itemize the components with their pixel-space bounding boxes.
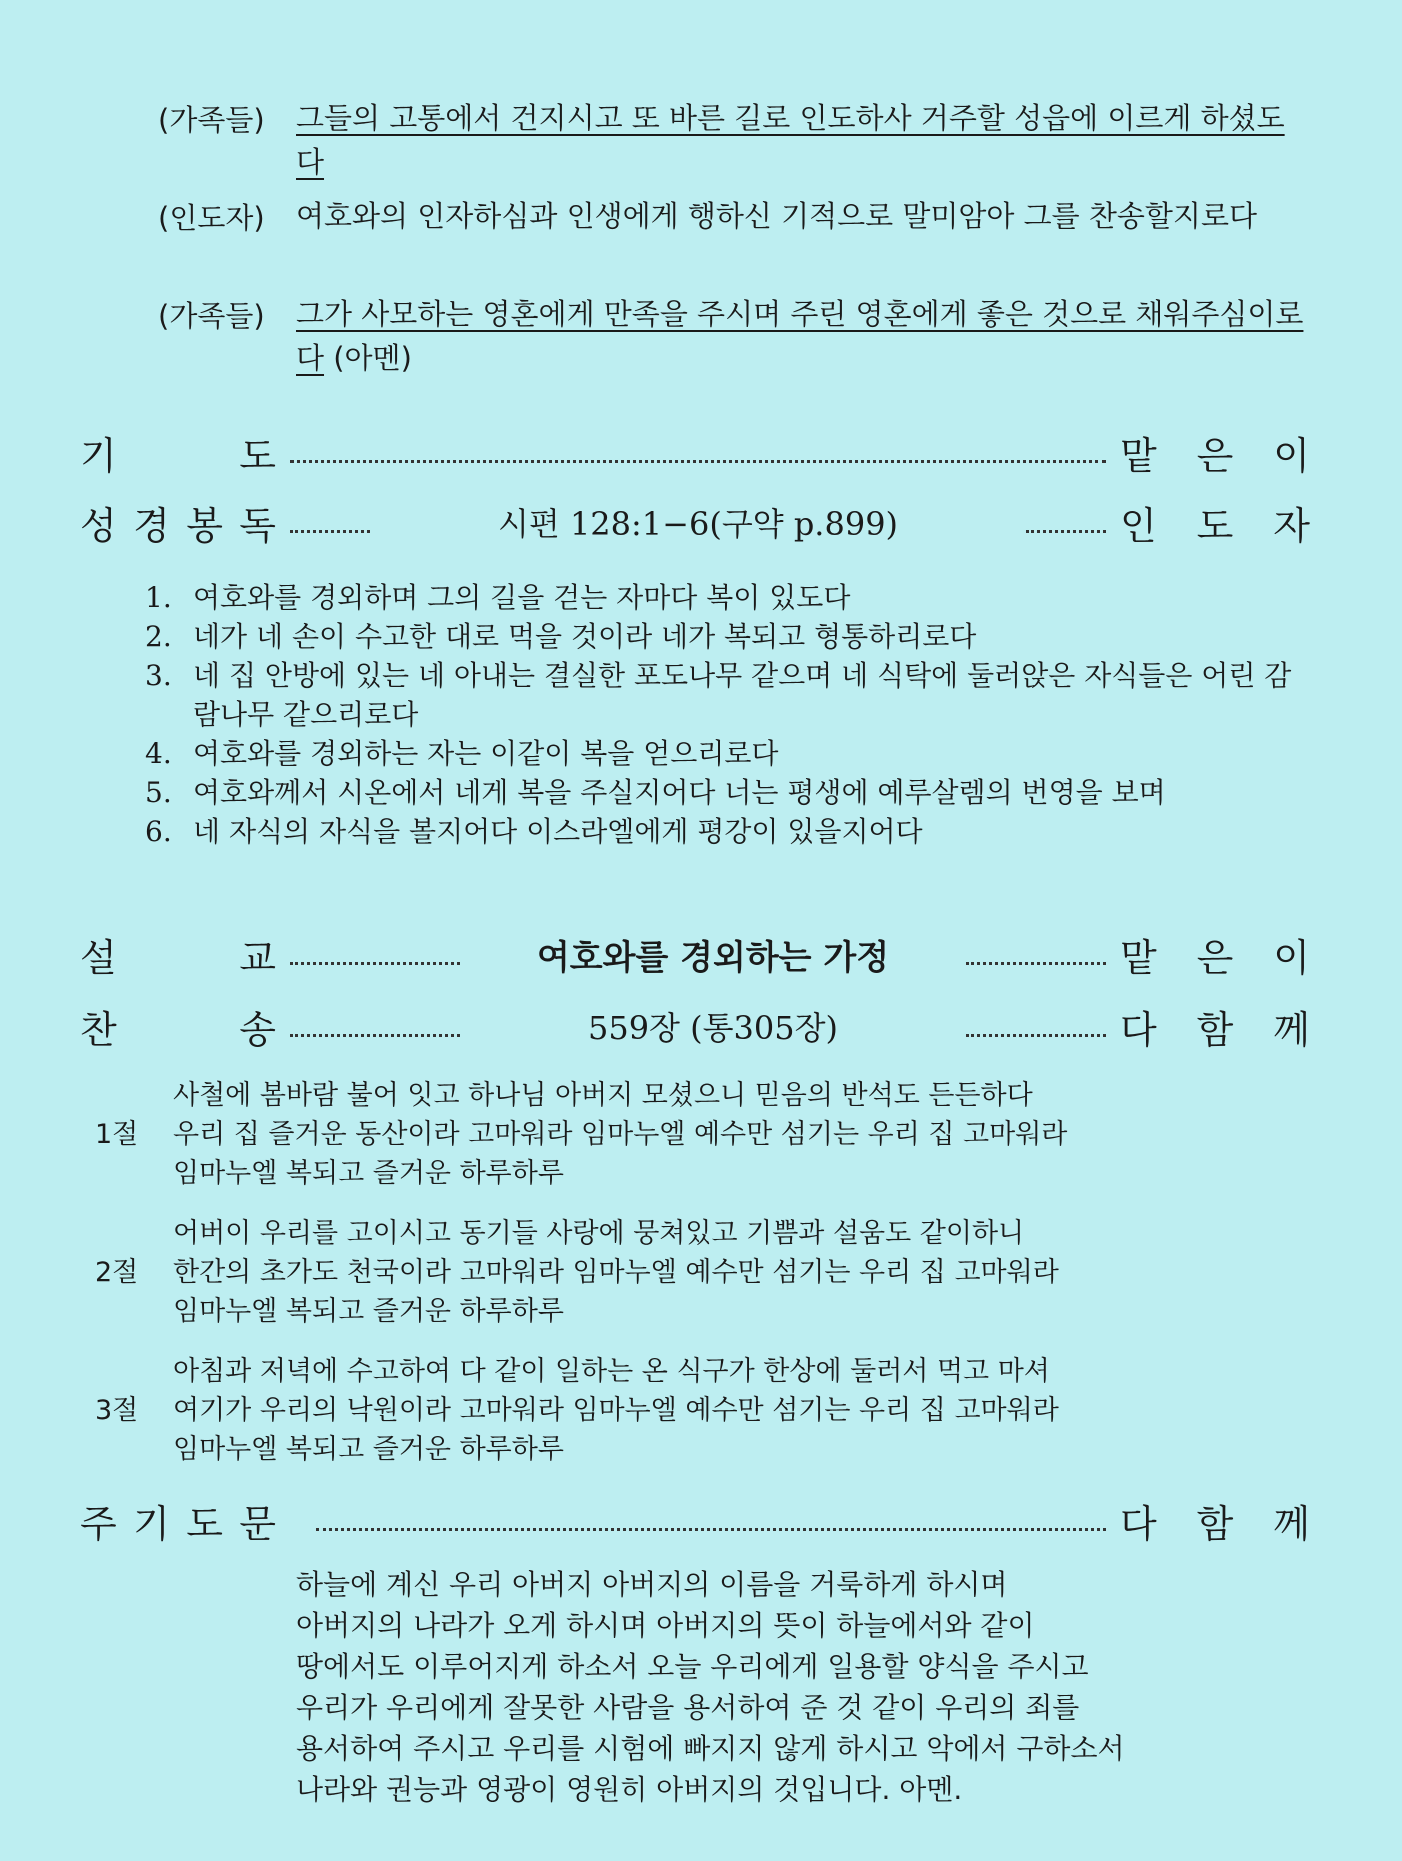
lords-prayer-responder: 다 함 께	[1120, 1501, 1310, 1546]
verse-item: 3. 네 집 안방에 있는 네 아내는 결실한 포도나무 같으며 네 식탁에 둘러앉은 자식들은 어린 감람나무 같으리로다	[145, 659, 1292, 731]
leader-dots	[1026, 530, 1106, 533]
hymn-stanza	[95, 1076, 1310, 1193]
stanza-line: 우리 집 즐거운 동산이라 고마워라 임마누엘 예수만 섬기는 우리 집 고마워라	[173, 1119, 1068, 1150]
lords-prayer-text	[296, 1564, 1125, 1810]
scripture-responder: 인 도 자	[1120, 503, 1310, 548]
leader-dots	[966, 962, 1106, 965]
prayer-responder: 맡 은 이	[1120, 433, 1310, 478]
lords-prayer-label: 주 기 도 문	[80, 1501, 276, 1546]
leader-reading: 여호와의 인자하심과 인생에게 행하신 기적으로 말미암아 그를 찬송할지로다	[296, 199, 1257, 233]
responsive-text	[296, 96, 1312, 184]
stanza-line: 임마누엘 복되고 즐거운 하루하루	[173, 1434, 564, 1465]
responsive-role: (가족들)	[158, 103, 265, 137]
responsive-text	[296, 292, 1312, 380]
stanza-line: 사철에 봄바람 불어 잇고 하나님 아버지 모셨으니 믿음의 반석도 든든하다	[173, 1080, 1033, 1111]
scripture-verses	[145, 578, 1305, 851]
hymn-stanza	[95, 1352, 1310, 1469]
sermon-row	[80, 928, 1310, 980]
stanza-number: 2절	[95, 1257, 139, 1288]
leader-dots	[290, 460, 1106, 463]
stanza-line: 임마누엘 복되고 즐거운 하루하루	[173, 1296, 564, 1327]
leader-dots	[966, 1034, 1106, 1037]
sermon-responder: 맡 은 이	[1120, 935, 1310, 980]
verse-item: 4. 여호와를 경외하는 자는 이같이 복을 얻으리로다	[145, 737, 779, 770]
stanza-line: 임마누엘 복되고 즐거운 하루하루	[173, 1158, 564, 1189]
sermon-label: 설 교	[80, 935, 276, 980]
scripture-label: 성 경 봉 독	[80, 503, 276, 548]
prayer-row	[80, 426, 1310, 478]
responsive-text	[296, 194, 1312, 238]
leader-dots	[290, 1034, 460, 1037]
prayer-line: 땅에서도 이루어지게 하소서 오늘 우리에게 일용할 양식을 주시고	[296, 1650, 1089, 1683]
leader-dots	[290, 962, 460, 965]
hymn-stanza	[95, 1214, 1310, 1331]
prayer-line: 우리가 우리에게 잘못한 사람을 용서하여 준 것 같이 우리의 죄를	[296, 1691, 1080, 1724]
hymn-row	[80, 1000, 1310, 1052]
leader-dots	[290, 530, 370, 533]
lords-prayer-row	[80, 1494, 1310, 1546]
responsive-role: (가족들)	[158, 299, 265, 333]
verse-item: 1. 여호와를 경외하며 그의 길을 걷는 자마다 복이 있도다	[145, 581, 851, 614]
stanza-line: 아침과 저녁에 수고하여 다 같이 일하는 온 식구가 한상에 둘러서 먹고 마셔	[173, 1356, 1050, 1387]
stanza-line: 어버이 우리를 고이시고 동기들 사랑에 뭉쳐있고 기쁨과 설움도 같이하니	[173, 1218, 1025, 1249]
prayer-label: 기 도	[80, 433, 276, 478]
prayer-line: 하늘에 계신 우리 아버지 아버지의 이름을 거룩하게 하시며	[296, 1568, 1008, 1601]
prayer-line: 용서하여 주시고 우리를 시험에 빠지지 않게 하시고 악에서 구하소서	[296, 1732, 1125, 1765]
stanza-line: 여기가 우리의 낙원이라 고마워라 임마누엘 예수만 섬기는 우리 집 고마워라	[173, 1395, 1059, 1426]
verse-item: 6. 네 자식의 자식을 볼지어다 이스라엘에게 평강이 있을지어다	[145, 815, 923, 848]
verse-item: 2. 네가 네 손이 수고한 대로 먹을 것이라 네가 복되고 형통하리로다	[145, 620, 977, 653]
family-response: 그가 사모하는 영혼에게 만족을 주시며 주린 영혼에게 좋은 것으로 채워주심이로다	[296, 297, 1304, 375]
family-response: 그들의 고통에서 건지시고 또 바른 길로 인도하사 거주할 성읍에 이르게 하셨도다	[296, 101, 1285, 179]
responsive-role: (인도자)	[158, 201, 265, 235]
sermon-title: 여호와를 경외하는 가정	[536, 937, 890, 978]
amen-suffix: (아멘)	[324, 341, 412, 375]
verse-item: 5. 여호와께서 시온에서 네게 복을 주실지어다 너는 평생에 예루살렘의 번영을 보며	[145, 776, 1166, 809]
scripture-row	[80, 496, 1310, 548]
hymn-number: 559장 (통305장)	[587, 1009, 839, 1047]
prayer-line: 아버지의 나라가 오게 하시며 아버지의 뜻이 하늘에서와 같이	[296, 1609, 1035, 1642]
stanza-number: 1절	[95, 1119, 139, 1150]
stanza-line: 한간의 초가도 천국이라 고마워라 임마누엘 예수만 섬기는 우리 집 고마워라	[173, 1257, 1059, 1288]
hymn-label: 찬 송	[80, 1007, 276, 1052]
leader-dots	[316, 1528, 1106, 1531]
hymn-responder: 다 함 께	[1120, 1007, 1310, 1052]
stanza-number: 3절	[95, 1395, 139, 1426]
scripture-reference: 시편 128:1−6(구약 p.899)	[497, 505, 899, 543]
prayer-line: 나라와 권능과 영광이 영원히 아버지의 것입니다. 아멘.	[296, 1773, 963, 1806]
